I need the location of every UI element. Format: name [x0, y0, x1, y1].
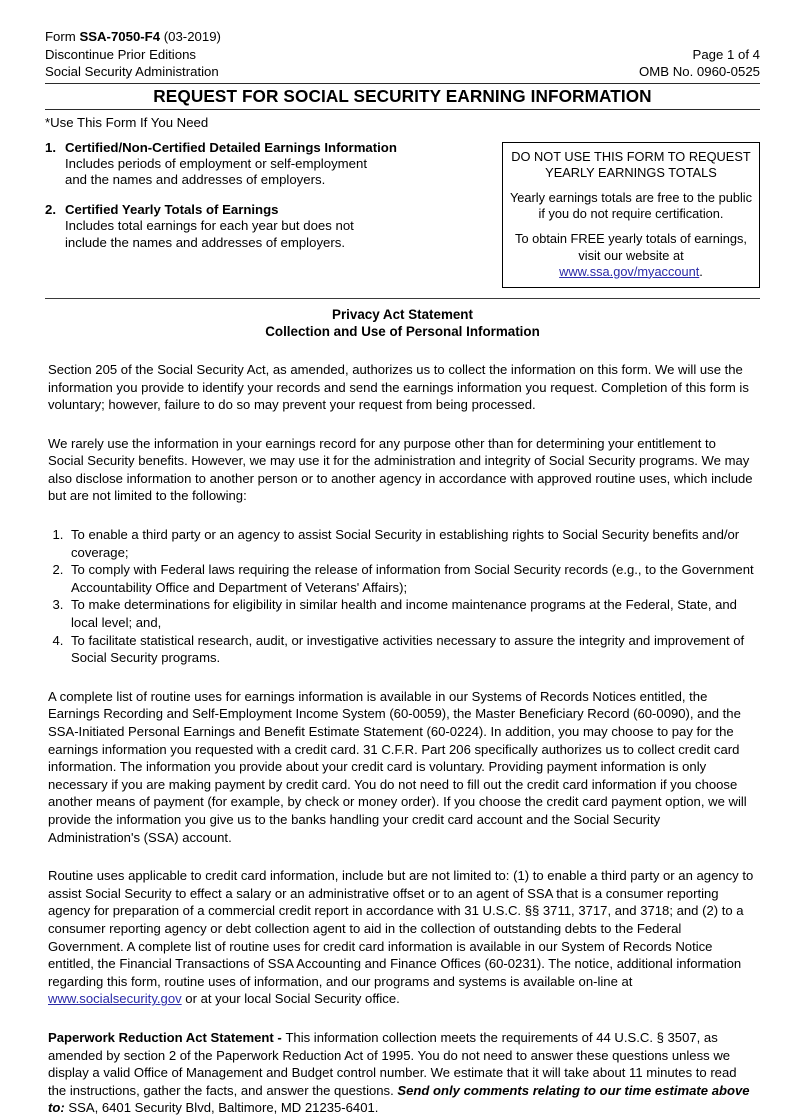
need-item-2-heading	[45, 202, 445, 218]
page-content	[45, 28, 760, 1117]
need-item-1-heading	[45, 140, 445, 156]
page-number-label: Page 1 of 4	[692, 46, 760, 62]
credit-card-uses-text-tail: or at your local Social Security office.	[181, 991, 400, 1007]
routine-use-item: 1. To enable a third party or an agency to assist Social Security in establishing rights to Social Security benefits and/or coverage;	[67, 526, 760, 561]
socialsecurity-gov-link[interactable]: www.socialsecurity.gov	[48, 991, 182, 1007]
credit-card-uses-text: Routine uses applicable to credit card information, include but are not limited to: (1) to enable a third party or an agency to assist Social Security to effect a salary or an administrative offset or to an agent of SSA that is a consumer reporting agency for preparation of a commercial credit report in accordance with 31 U.S.C. §§ 3711, 3717, and 3718; and (2) to a consumer reporting agency or debt collection agent to aid in the collection of outstanding debts to the Federal Government. A complete list of routine uses for credit card information is available in our System of Records Notice entitled, the Financial Transactions of SSA Accounting and Finance Offices (60-0231). The notice, additional information regarding this form, routine uses of information, and our programs and systems is available on-line at	[48, 868, 754, 989]
privacy-divider	[45, 298, 760, 299]
callout-website-suffix: .	[699, 263, 703, 279]
need-item-2	[45, 202, 445, 251]
callout-line-1: DO NOT USE THIS FORM TO REQUEST	[511, 148, 751, 164]
callout-gap-1	[508, 181, 754, 190]
header-divider-bottom	[45, 109, 760, 110]
paperwork-paragraph-wrap	[48, 1029, 754, 1117]
myaccount-link[interactable]: www.ssa.gov/myaccount	[559, 263, 700, 279]
privacy-paragraph-4	[48, 867, 754, 1008]
routine-use-item: 4. To facilitate statistical research, audit, or investigative activities necessary to assure the integrity and improvement of Social Security programs.	[67, 632, 760, 667]
privacy-paragraph-2-wrap	[48, 435, 754, 505]
needs-and-callout-row	[45, 140, 760, 288]
need-item-1-number: 1.	[45, 139, 56, 155]
form-header	[45, 28, 760, 110]
routine-use-item: 2. To comply with Federal laws requiring the release of information from Social Security records (e.g., to the Government Accountability Office and Department of Veterans' Affairs);	[67, 561, 760, 596]
agency-name: Social Security Administration	[45, 64, 219, 79]
need-item-2-line2: include the names and addresses of employers.	[65, 234, 346, 250]
need-item-2-line1: Includes total earnings for each year but does not	[65, 218, 354, 234]
need-item-2-body	[65, 218, 445, 251]
page-title: REQUEST FOR SOCIAL SECURITY EARNING INFORMATION	[153, 86, 652, 106]
form-identifier	[45, 28, 221, 46]
omb-number: OMB No. 0960-0525	[639, 64, 760, 79]
need-item-1-line1: Includes periods of employment or self-employment	[65, 155, 367, 171]
need-item-2-number: 2.	[45, 201, 56, 217]
need-item-1-title: Certified/Non-Certified Detailed Earnings Information	[65, 139, 397, 155]
need-item-1-line2: and the names and addresses of employers.	[65, 172, 326, 188]
paperwork-address-text: SSA, 6401 Security Blvd, Baltimore, MD 21235-6401.	[64, 1100, 379, 1116]
discontinue-notice: Discontinue Prior Editions	[45, 46, 196, 62]
warning-callout-box	[502, 142, 760, 288]
privacy-paragraph-1-wrap	[48, 361, 754, 414]
header-line-discontinue	[45, 46, 760, 64]
callout-gap-2	[508, 222, 754, 231]
needs-list	[45, 140, 445, 251]
routine-use-item: 3. To make determinations for eligibility in similar health and income maintenance programs at the Federal, State, and local level; and,	[67, 596, 760, 631]
callout-website-prefix: visit our website at	[578, 247, 684, 263]
callout-line-2: YEARLY EARNINGS TOTALS	[545, 164, 717, 180]
form-revision-date: (03-2019)	[160, 29, 221, 44]
privacy-paragraph-1: Section 205 of the Social Security Act, as amended, authorizes us to collect the information on this form. We will use the information you provide to identify your records and send the earnings information you request. Completion of this form is voluntary; however, failure to do so may prevent your request from being processed.	[48, 361, 749, 413]
privacy-section	[45, 298, 760, 1117]
need-item-1	[45, 140, 445, 189]
paperwork-emphasis-text: Send only comments relating to our time estimate above to:	[48, 1082, 750, 1116]
header-line-form	[45, 28, 760, 46]
privacy-heading-secondary: Collection and Use of Personal Information	[265, 323, 540, 339]
callout-line-3: Yearly earnings totals are free to the public	[509, 189, 753, 205]
routine-uses-list	[45, 526, 760, 667]
privacy-paragraph-3-wrap	[48, 688, 754, 846]
paperwork-lead-label: Paperwork Reduction Act Statement -	[48, 1029, 286, 1045]
need-item-2-title: Certified Yearly Totals of Earnings	[65, 201, 279, 217]
callout-line-4: if you do not require certification.	[538, 206, 724, 222]
header-divider-top	[45, 83, 760, 84]
paperwork-body-text: This information collection meets the requirements of 44 U.S.C. § 3507, as amended by section 2 of the Paperwork Reduction Act of 1995. You do not need to answer these questions unless we display a valid Office of Management and Budget control number. We estimate that it will take about 11 minutes to read the instructions, gather the facts, and answer the questions.	[48, 1029, 737, 1098]
privacy-paragraph-2: We rarely use the information in your earnings record for any purpose other than for determining your entitlement to Social Security benefits. However, we may use it for the administration and integrity of Social Security programs. We may also disclose information to another person or to another agency in accordance with approved routine uses, which include but are not limited to the following:	[48, 435, 753, 504]
callout-line-5: To obtain FREE yearly totals of earnings,	[515, 231, 747, 247]
use-form-note: *Use This Form If You Need	[45, 114, 209, 130]
paperwork-reduction-statement	[48, 1029, 754, 1117]
need-item-1-body	[65, 156, 445, 189]
privacy-paragraph-3: A complete list of routine uses for earnings information is available in our Systems of Records Notices entitled, the Earnings Recording and Self-Employment Income System (60-0059), the Master Beneficiary Record (60-0090), and the SSA-Initiated Personal Earnings and Benefit Estimate Statement (60-0224). In addition, you may choose to pay for the earnings information you requested with a credit card. 31 C.F.R. Part 206 specifically authorizes us to collect credit card information. The information you provide about your credit card is voluntary. Providing payment information is only necessary if you are making payment by credit card. You do not need to fill out the credit card information if you choose another means of payment (for example, by check or money order). If you choose the credit card payment option, we will provide the information you give us to the banks handling your credit card account and the Social Security Administration's (SSA) account.	[48, 688, 747, 845]
privacy-heading-primary: Privacy Act Statement	[332, 306, 473, 322]
header-line-agency	[45, 63, 760, 81]
privacy-paragraph-4-wrap	[48, 867, 754, 1008]
callout-line-6	[508, 248, 754, 280]
form-prefix-label: Form	[45, 29, 80, 44]
form-number: SSA-7050-F4	[79, 29, 161, 44]
